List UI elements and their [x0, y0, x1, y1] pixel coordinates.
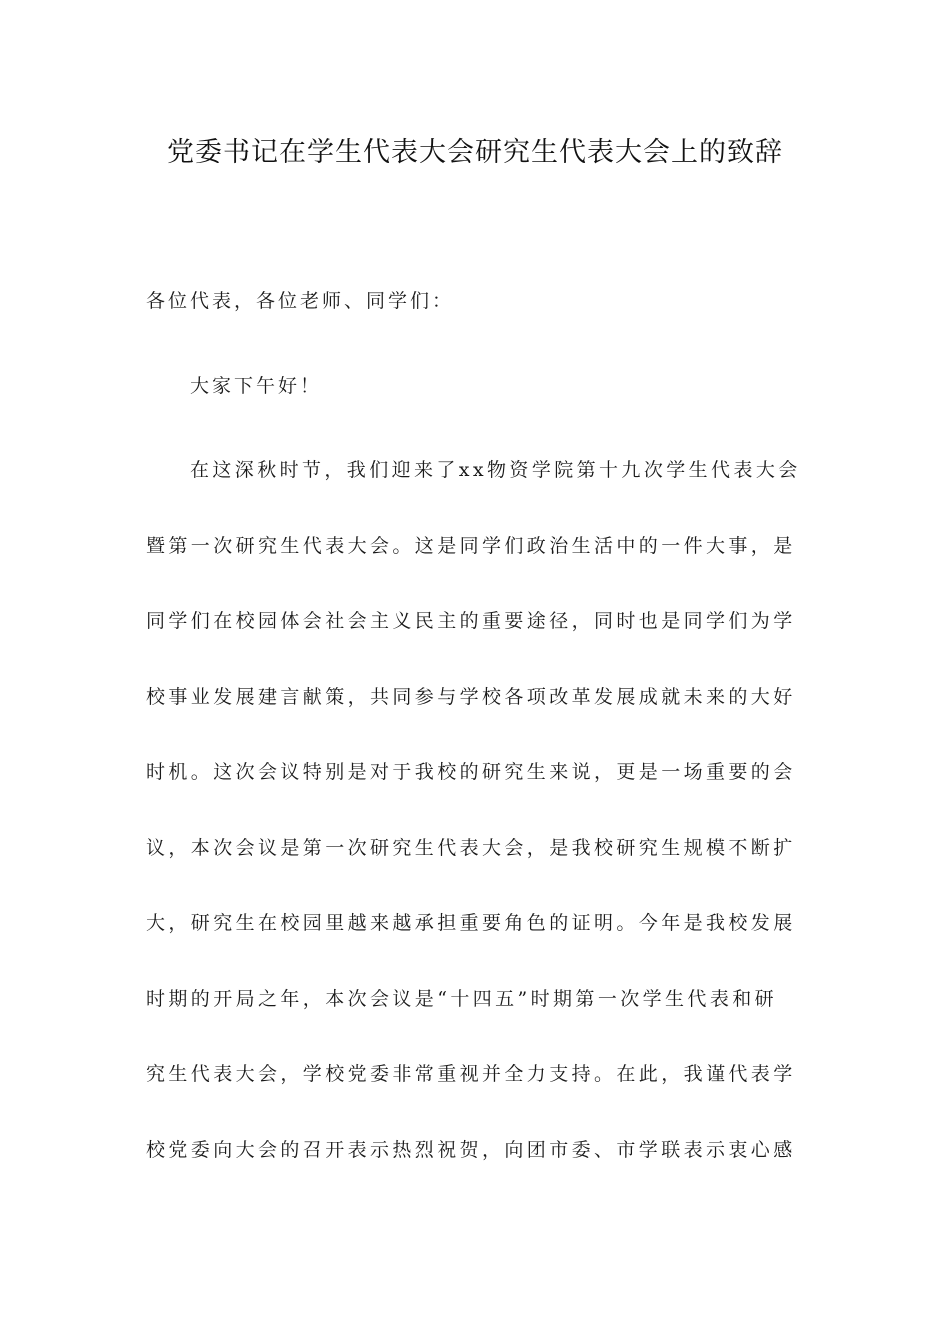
document-title: 党委书记在学生代表大会研究生代表大会上的致辞: [167, 137, 783, 168]
paragraph-line: 时期的开局之年，本次会议是“十四五”时期第一次学生代表和研: [146, 987, 778, 1010]
salutation-text: 各位代表，各位老师、同学们：: [146, 290, 455, 312]
paragraph-line: 暨第一次研究生代表大会。这是同学们政治生活中的一件大事，是: [146, 534, 796, 557]
paragraph-line: 大，研究生在校园里越来越承担重要角色的证明。今年是我校发展: [146, 912, 796, 934]
paragraph-line: 议，本次会议是第一次研究生代表大会，是我校研究生规模不断扩: [146, 836, 796, 859]
body-paragraph: [146, 450, 806, 1205]
paragraph-line: 时机。这次会议特别是对于我校的研究生来说，更是一场重要的会: [146, 761, 796, 783]
greeting-text: 大家下午好！: [190, 375, 323, 397]
paragraph-line: 同学们在校园体会社会主义民主的重要途径，同时也是同学们为学: [146, 610, 796, 632]
paragraph-line: 校事业发展建言献策，共同参与学校各项改革发展成就未来的大好: [146, 685, 796, 708]
paragraph-line: 校党委向大会的召开表示热烈祝贺，向团市委、市学联表示衷心感: [146, 1138, 796, 1161]
paragraph-line: 究生代表大会，学校党委非常重视并全力支持。在此，我谨代表学: [146, 1063, 796, 1085]
paragraph-line: 在这深秋时节，我们迎来了xx物资学院第十九次学生代表大会: [190, 459, 801, 481]
